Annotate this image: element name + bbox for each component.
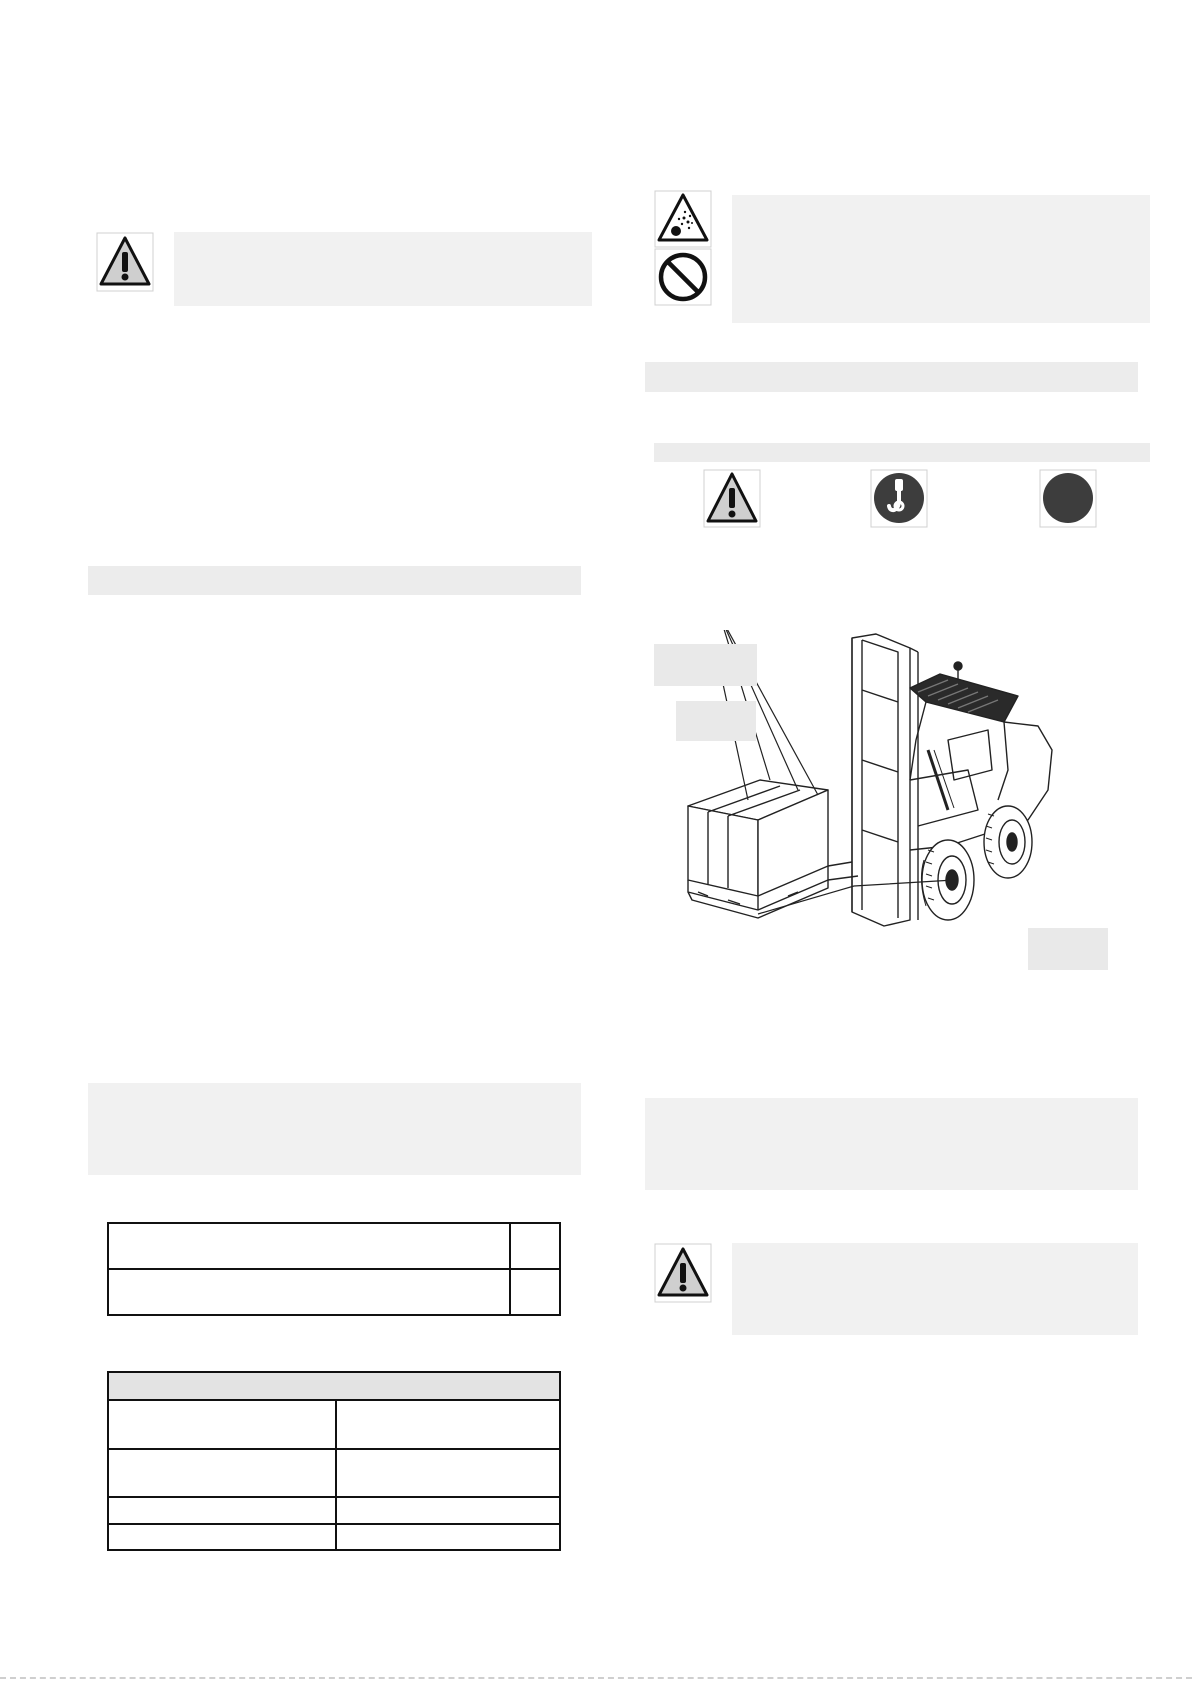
specs-table <box>107 1371 561 1551</box>
table-cell <box>108 1524 336 1550</box>
warning-triangle-icon <box>96 232 154 292</box>
table-cell <box>108 1269 510 1315</box>
table-cell <box>336 1497 560 1523</box>
small-table <box>107 1222 561 1316</box>
table-cell <box>108 1400 336 1449</box>
table-cell <box>336 1449 560 1498</box>
page-bottom-edge <box>0 1677 1192 1685</box>
section-band <box>88 566 581 595</box>
hazard-text-box <box>732 195 1150 323</box>
callout-label-2 <box>676 701 756 741</box>
lifting-hook-icon <box>870 469 928 528</box>
section-band-1 <box>645 362 1138 392</box>
explosion-hazard-icon <box>654 190 712 248</box>
prohibition-icon <box>654 248 712 306</box>
table-header <box>108 1372 560 1400</box>
filled-circle-icon <box>1039 469 1097 528</box>
table-cell <box>108 1449 336 1498</box>
table-cell <box>510 1223 560 1269</box>
table-cell <box>108 1497 336 1523</box>
notice-box <box>88 1083 581 1175</box>
notice-box <box>645 1098 1138 1190</box>
table-cell <box>336 1524 560 1550</box>
callout-label-1 <box>654 644 757 686</box>
table-cell <box>108 1223 510 1269</box>
section-band-2 <box>654 443 1150 462</box>
warning-triangle-icon <box>654 1243 712 1303</box>
table-cell <box>510 1269 560 1315</box>
warning-text-box <box>174 232 592 306</box>
callout-label-3 <box>1028 928 1108 970</box>
table-cell <box>336 1400 560 1449</box>
warning-text-box <box>732 1243 1138 1335</box>
warning-triangle-icon <box>703 469 761 528</box>
